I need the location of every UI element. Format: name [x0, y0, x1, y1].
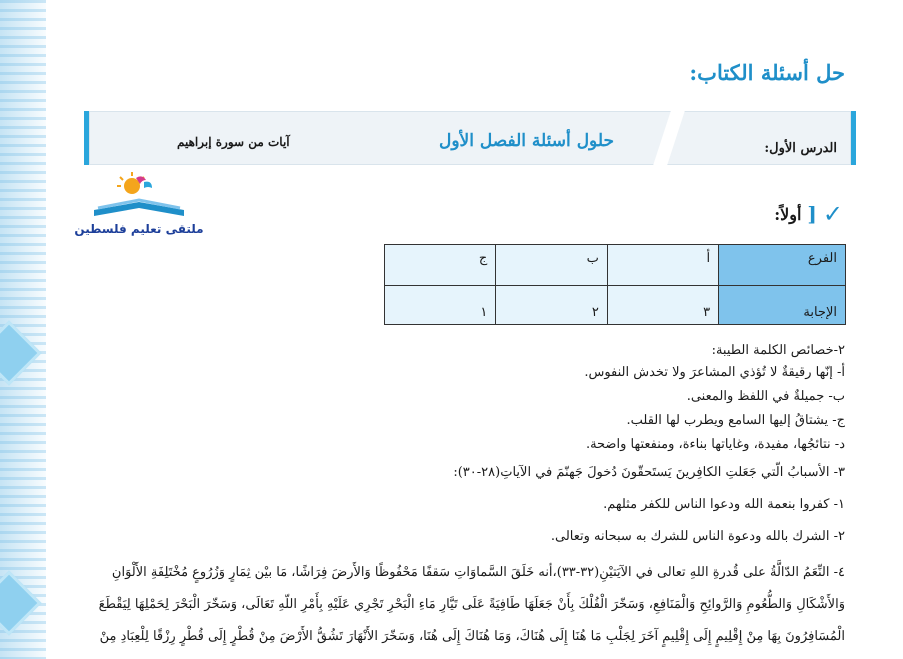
table-cell: أ — [607, 245, 718, 286]
answers-table — [384, 244, 846, 325]
lesson-bar — [84, 111, 856, 165]
body-line: ٢- الشرك بالله ودعوة الناس للشرك به سبحانه وتعالى. — [550, 529, 845, 544]
body-line: أ- إنّها رقيقةٌ لا تُؤذي المشاعرَ ولا تخدش النفوس. — [584, 365, 845, 380]
table-row — [385, 245, 846, 286]
body-line: ٤- النِّعَمُ الدّالَّةُ على قُدرةِ اللهِ تعالى في الآيَتيْنِ(٣٢-٣٣)،أنه خَلَقَ السَّماوَاتِ سَقفًا مَحْفُوظًا وَالأَرضَ فِرَاشًا، مَا بيْن ثِمَارٍ وَزُرُوعٍ مُخْتَلِفَةِ الأَلْوَانِ — [111, 565, 845, 580]
section-heading — [774, 200, 843, 228]
body-line: ٣- الأسبابُ الّتي جَعَلتِ الكافِرينَ يَستَحقّونَ دُخولَ جَهنّمَ في الآياتِ(٢٨-٣٠): — [453, 465, 845, 480]
table-cell: ج — [385, 245, 496, 286]
table-cell: ١ — [385, 286, 496, 325]
diamond-ornament — [0, 320, 42, 385]
lesson-label: الدرس الأول: — [764, 141, 837, 156]
body-line: ب- جميلةٌ في اللفظ والمعنى. — [686, 389, 845, 404]
table-cell: ٣ — [607, 286, 718, 325]
diamond-ornament — [0, 570, 42, 635]
logo — [74, 172, 204, 242]
body-line: د- نتائجُها، مفيدة، وغاياتها بناءة، ومنفعتها واضحة. — [585, 437, 845, 452]
lesson-title: حلول أسئلة الفصل الأول — [439, 131, 614, 151]
table-header-cell: الفرع — [719, 245, 846, 286]
lesson-bar-separator — [653, 111, 685, 165]
body-line: وَالأَشْكَالِ وَالطُّعُومِ وَالرَّوائِحِ وَالْمَنَافِعِ، وَسَخّرَ الْفُلْكَ بِأَنْ جَعَلَهَا طَافِيَةً عَلَى تَيَّارِ مَاءِ الْبَحْرِ تَجْرِي عَلَيْهِ بِأَمْرِ اللّهِ تَعَالَى، وَسَخّرَ الْبَحْرَ لِحَمْلِهَا لِيَقْطَعَ — [98, 597, 845, 612]
table-cell: ب — [496, 245, 608, 286]
body-line: ج- يشتاقُ إليها السامع ويطرب لها القلب. — [626, 413, 845, 428]
body-line: الْمُسَافِرُونَ بِهَا مِنْ إِقْلِيمٍ إِلَى إِقْلِيمٍ آخَرَ لِجَلْبِ مَا هُنَا إِلَى هُنَاكَ، وَمَا هُنَاكَ إِلَى هُنَا، وَسَخّرَ الأَنْهَارَ تَشُقُّ الأَرْضَ مِنْ قُطْرٍ إِلَى قُطْرٍ رِزْقًا لِلْعِبَادِ مِنْ — [99, 629, 845, 644]
page-heading: حل أسئلة الكتاب: — [689, 60, 845, 85]
table-cell: ٢ — [496, 286, 608, 325]
logo-text: ملتقى تعليم فلسطين — [74, 222, 204, 236]
body-line: ٢-خصائص الكلمة الطيبة: — [711, 343, 845, 358]
lesson-subtitle: آيات من سورة إبراهيم — [177, 135, 290, 149]
body-line: ١- كفروا بنعمة الله ودعوا الناس للكفر مثلهم. — [603, 497, 845, 512]
check-icon: ✓ — [822, 200, 843, 228]
section-heading-text: أولاً: — [774, 204, 802, 224]
book-sun-icon — [74, 172, 204, 224]
table-row — [385, 286, 846, 325]
table-header-cell: الإجابة — [719, 286, 846, 325]
decorative-border — [0, 0, 46, 659]
bracket-icon: [ — [807, 202, 817, 226]
